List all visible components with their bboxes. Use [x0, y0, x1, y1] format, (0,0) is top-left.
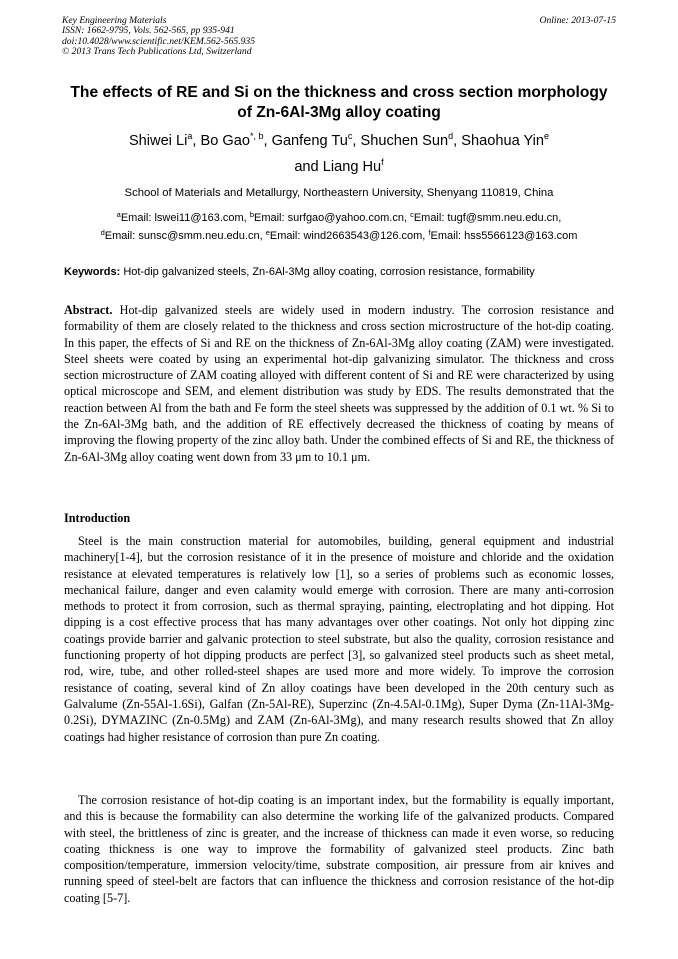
email-sup: b — [249, 210, 254, 219]
author-sup: *, b — [249, 131, 264, 141]
author-list — [40, 128, 638, 180]
title-line-1: The effects of RE and Si on the thickness and cross section morphology — [70, 84, 608, 101]
journal-name: Key Engineering Materials — [62, 15, 167, 26]
author-name: Shiwei Li — [128, 133, 188, 149]
issn-line: ISSN: 1662-9795, Vols. 562-565, pp 935-941 — [62, 25, 235, 37]
email-list — [36, 209, 642, 245]
email-sup: e — [265, 228, 270, 237]
email-link[interactable]: Email: tugf@smm.neu.edu.cn, — [413, 212, 562, 224]
abstract — [64, 302, 614, 465]
email-line-2 — [36, 227, 642, 245]
email-link[interactable]: Email: lswei11@163.com, — [120, 212, 247, 224]
author-line-1: Shiwei Li$^a$, Bo Gao$^{*, b}$, Ganfeng Tu$^c$, Shuchen Sun$^d$, Shaohua Yin$^e$ — [128, 131, 550, 149]
author-name: Liang Hu — [322, 159, 382, 175]
journal-header — [62, 16, 616, 58]
email-link[interactable]: Email: surfgao@yahoo.com.cn, — [253, 212, 407, 224]
author-sup: a — [187, 131, 193, 141]
author-sup: d — [448, 131, 454, 141]
author-conjunction: and — [294, 159, 319, 175]
email-sup: a — [116, 210, 121, 219]
keywords-text: Hot-dip galvanized steels, Zn-6Al-3Mg alloy coating, corrosion resistance, formability — [123, 266, 535, 278]
copyright-line: © 2013 Trans Tech Publications Ltd, Switzerland — [62, 46, 252, 58]
email-sup: f — [428, 228, 431, 237]
abstract-text: Hot-dip galvanized steels are widely used in modern industry. The corrosion resistance and formability of them are closely related to the thickness and cross section microstructure of the hot-dip coating. In this paper, the effects of Si and RE on the thickness of Zn-6Al-3Mg alloy coating (ZAM) were investigated. Steel sheets were coated by using an experimental hot-dip galvanizing simulator. The thickness and cross section microstructure of ZAM coating alloyed with different content of Si and RE were characterized by using optical microscope and SEM, and element distribution was study by EDS. The results demonstrated that the reaction between Al from the bath and Fe form the steel sheets was suppressed by the addition of 0.1 wt. % Si to the Zn-6Al-3Mg bath, and the addition of RE effectively decreased the thickness of coating by means of improving the flowing property of the zinc alloy bath. Under the combined effects of Si and RE, the thickness of Zn-6Al-3Mg alloy coating went down from 33 μm to 10.1 μm. — [64, 303, 615, 464]
title-line-2: of Zn-6Al-3Mg alloy coating — [237, 104, 441, 121]
author-sup: c — [347, 131, 353, 141]
author-line-2 — [40, 154, 638, 180]
keywords — [64, 265, 624, 279]
paper-title — [50, 83, 628, 123]
doi-line: doi:10.4028/www.scientific.net/KEM.562-565.935 — [62, 35, 256, 47]
keywords-label: Keywords: — [64, 266, 121, 278]
section-heading-introduction: Introduction — [64, 511, 131, 525]
author-name: Shaohua Yin — [461, 133, 545, 149]
affiliation: School of Materials and Metallurgy, Northeastern University, Shenyang 110819, China — [124, 187, 554, 199]
author-name: Ganfeng Tu — [271, 133, 348, 149]
abstract-label: Abstract. — [64, 303, 113, 317]
email-link[interactable]: Email: hss5566123@163.com — [430, 230, 578, 242]
email-link[interactable]: Email: sunsc@smm.neu.edu.cn, — [104, 230, 263, 242]
author-name: Shuchen Sun — [360, 133, 449, 149]
author-name: Bo Gao — [200, 133, 250, 149]
online-date: Online: 2013-07-15 — [539, 15, 616, 26]
email-sup: c — [410, 210, 414, 219]
intro-paragraph-1: Steel is the main construction material for automobiles, building, general equipment and industrial machinery[1-4], but the corrosion resistance of it in the presence of moisture and chloride and the oxidation resistance at elevated temperatures is relatively low [1], so a series of problems such as economic losses, mechanical failure, danger and even calamity would emerge with corrosion. There are many anti-corrosion methods to protect it from corrosion, such as thermal spraying, painting, electroplating and hot dipping. Hot dipping is a cost effective process that has many advantages over other coatings. Not only hot dipping zinc coatings provide barrier and galvanic protection to steel substrate, but also the quality, corrosion resistance and functioning property of hot dipping products are perfect [3], so galvanized steel products such as sheet metal, rod, wire, tube, and other rolled-steel shapes are used more and more widely. To improve the corrosion resistance of coating, several kind of Zn alloy coatings have been developed in the 20th century such as Galvalume (Zn-55Al-1.6Si), Galfan (Zn-5Al-RE), Superzinc (Zn-4.5Al-0.1Mg), Super Dyma (Zn-11Al-3Mg-0.2Si), DYMAZINC (Zn-0.5Mg) and ZAM (Zn-6Al-3Mg), and many research results showed that Zn alloy coatings had higher resistance of corrosion than pure Zn coating. — [64, 534, 614, 744]
email-sup: d — [100, 228, 105, 237]
author-sup: f — [381, 157, 384, 167]
author-sup: e — [544, 131, 550, 141]
email-line-1 — [36, 209, 642, 227]
email-link[interactable]: Email: wind2663543@126.com, — [269, 230, 426, 242]
intro-paragraph-2: The corrosion resistance of hot-dip coating is an important index, but the formability is equally important, and this is because the formability can also determine the working life of the galvanized products. Compared with steel, the brittleness of zinc is greater, and the increase of thickness can made it even worse, so reducing coating thickness is one way to improve the formability of galvanized steel products. Zinc bath composition/temperature, immersion velocity/time, substrate composition, air pressure from air knives and running speed of steel-belt are factors that can influence the thickness and corrosion resistance of the hot-dip coating [5-7]. — [64, 793, 614, 905]
